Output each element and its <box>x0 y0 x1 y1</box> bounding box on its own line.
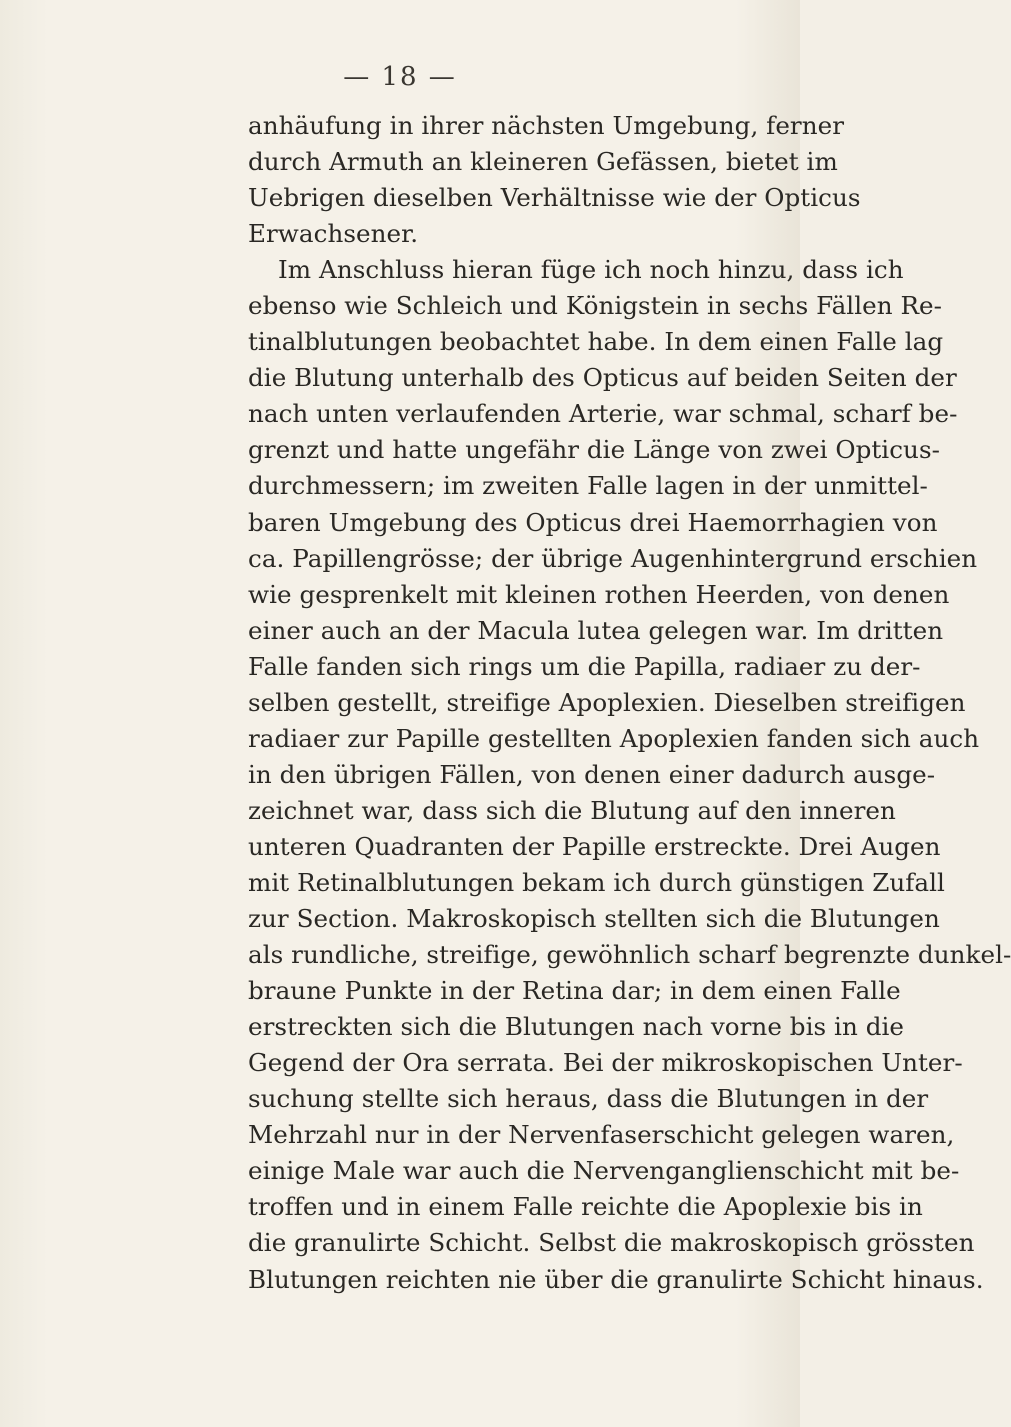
text-line: braune Punkte in der Retina dar; in dem einen Falle <box>248 976 901 1006</box>
text-line: Im Anschluss hieran füge ich noch hinzu, dass ich <box>278 255 904 285</box>
text-line: nach unten verlaufenden Arterie, war schmal, scharf be- <box>248 399 958 429</box>
text-line: durchmessern; im zweiten Falle lagen in der unmittel- <box>248 471 928 501</box>
text-line: tinalblutungen beobachtet habe. In dem einen Falle lag <box>248 327 944 357</box>
text-line: selben gestellt, streifige Apoplexien. Dieselben streifigen <box>248 687 966 717</box>
text-line: anhäufung in ihrer nächsten Umgebung, ferner <box>248 111 845 140</box>
text-line: ebenso wie Schleich und Königstein in sechs Fällen Re- <box>248 291 943 321</box>
text-line: ca. Papillengrösse; der übrige Augenhintergrund erschien <box>248 543 978 573</box>
text-line: in den übrigen Fällen, von denen einer dadurch ausge- <box>248 759 936 789</box>
text-line: Erwachsener. <box>248 219 419 249</box>
page-number: — 18 — <box>343 62 457 92</box>
text-line: zeichnet war, dass sich die Blutung auf den inneren <box>248 795 896 825</box>
text-line: als rundliche, streifige, gewöhnlich scharf begrenzte dunkel- <box>248 940 1011 970</box>
text-line: troffen und in einem Falle reichte die Apoplexie bis in <box>248 1192 923 1222</box>
text-line: radiaer zur Papille gestellten Apoplexien fanden sich auch <box>248 723 980 753</box>
text-line: einige Male war auch die Nervenganglienschicht mit be- <box>248 1156 960 1186</box>
text-line: baren Umgebung des Opticus drei Haemorrhagien von <box>248 507 938 537</box>
text-line: zur Section. Makroskopisch stellten sich die Blutungen <box>248 904 940 934</box>
text-line: wie gesprenkelt mit kleinen rothen Heerden, von denen <box>248 579 950 609</box>
text-line: Gegend der Ora serrata. Bei der mikroskopischen Unter- <box>248 1048 963 1078</box>
text-line: Mehrzahl nur in der Nervenfaserschicht gelegen waren, <box>248 1120 955 1150</box>
text-line: Blutungen reichten nie über die granulirte Schicht hinaus. <box>248 1264 984 1294</box>
text-line: einer auch an der Macula lutea gelegen war. Im dritten <box>248 615 944 645</box>
text-line: mit Retinalblutungen bekam ich durch günstigen Zufall <box>248 867 945 897</box>
text-line: erstreckten sich die Blutungen nach vorne bis in die <box>248 1012 905 1042</box>
text-line: grenzt und hatte ungefähr die Länge von zwei Opticus- <box>248 435 940 465</box>
text-line: durch Armuth an kleineren Gefässen, bietet im <box>248 147 838 177</box>
text-line: suchung stellte sich heraus, dass die Blutungen in der <box>248 1084 929 1114</box>
body-text <box>248 108 1011 1298</box>
text-line: die granulirte Schicht. Selbst die makroskopisch grössten <box>248 1228 975 1258</box>
text-line: Uebrigen dieselben Verhältnisse wie der Opticus <box>248 183 861 213</box>
text-line: die Blutung unterhalb des Opticus auf beiden Seiten der <box>248 363 957 393</box>
text-line: Falle fanden sich rings um die Papilla, radiaer zu der- <box>248 651 921 681</box>
text-line: unteren Quadranten der Papille erstreckte. Drei Augen <box>248 831 941 861</box>
